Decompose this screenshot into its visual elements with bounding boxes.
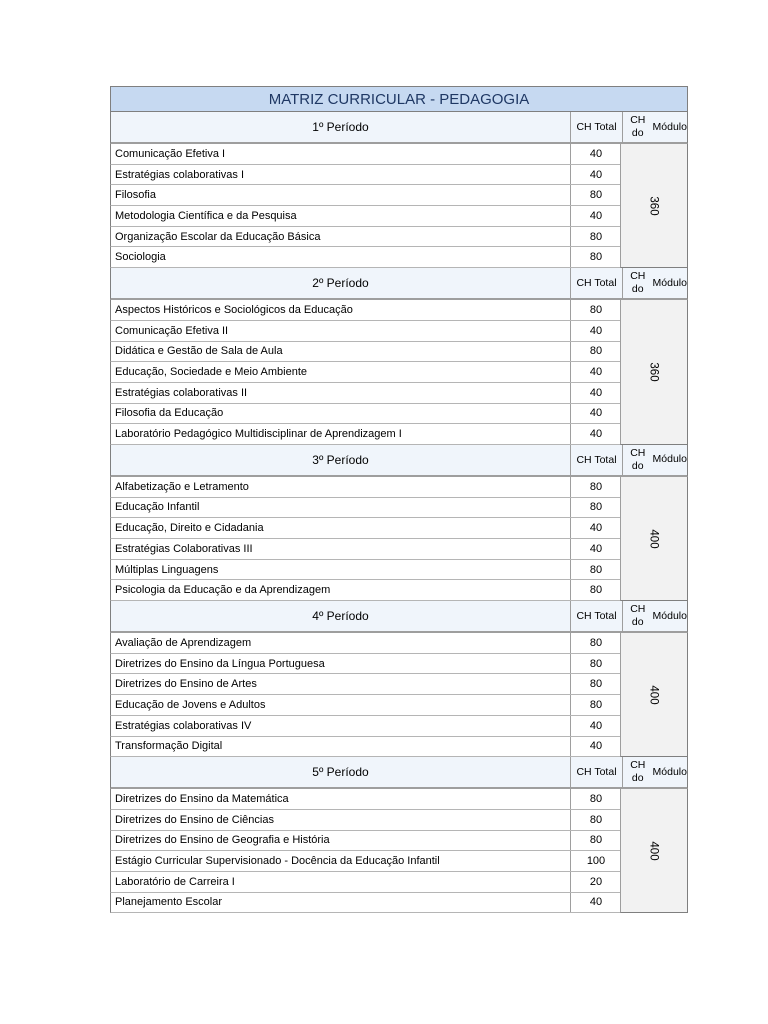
subject-name: Alfabetização e Letramento [115,480,249,493]
table-row [110,695,688,716]
subject-ch: 80 [570,580,621,600]
ch-module-header-line2: Módulo [652,453,687,466]
subject-name: Didática e Gestão de Sala de Aula [115,345,283,358]
ch-total-header: CH Total [570,112,622,142]
subject-name: Filosofia da Educação [115,407,224,420]
subject-ch: 20 [570,872,621,892]
subject-name: Estratégias colaborativas I [115,168,245,181]
period-header-row [110,112,688,144]
ch-module-header [622,445,687,475]
period-label: 4º Período [312,609,369,624]
table-row [110,851,688,872]
period-label: 3º Período [312,452,369,467]
subject-name: Laboratório Pedagógico Multidisciplinar de Aprendizagem I [115,428,402,441]
table-row [110,831,688,852]
subject-name: Diretrizes do Ensino da Matemática [115,793,289,806]
subject-name: Diretrizes do Ensino da Língua Portuguesa [115,657,325,670]
module-ch-cell [620,477,688,601]
table-row [110,185,688,206]
subject-name: Metodologia Científica e da Pesquisa [115,209,297,222]
period-block [110,757,688,913]
subject-name: Diretrizes do Ensino de Geografia e História [115,834,330,847]
table-row [110,893,688,914]
subject-ch: 80 [570,810,621,830]
subject-name: Laboratório de Carreira I [115,875,235,888]
subject-ch: 40 [570,321,621,341]
module-ch-cell [620,300,688,445]
table-row [110,539,688,560]
table-row [110,580,688,601]
subject-ch: 80 [570,477,621,497]
table-row [110,342,688,363]
subject-name: Filosofia [115,189,156,202]
table-row [110,716,688,737]
table-row [110,872,688,893]
subject-ch: 100 [570,851,621,871]
subject-ch: 40 [570,518,621,538]
period-rows [110,300,688,445]
subject-ch: 80 [570,674,621,694]
curriculum-table [110,86,688,913]
subject-ch: 80 [570,695,621,715]
subject-ch: 40 [570,424,621,444]
ch-module-header-line1: CH do [630,446,646,472]
table-row [110,383,688,404]
subject-ch: 80 [570,300,621,320]
subject-ch: 80 [570,654,621,674]
subject-ch: 80 [570,789,621,809]
table-title: MATRIZ CURRICULAR - PEDAGOGIA [110,86,688,112]
subject-name: Estratégias colaborativas IV [115,719,252,732]
table-row [110,165,688,186]
subject-ch: 80 [570,247,621,267]
period-block [110,268,688,445]
subject-ch: 80 [570,560,621,580]
subject-ch: 80 [570,342,621,362]
period-rows [110,633,688,757]
ch-total-header: CH Total [570,601,622,631]
subject-name: Psicologia da Educação e da Aprendizagem [115,584,331,597]
subject-ch: 40 [570,165,621,185]
subject-name: Comunicação Efetiva I [115,147,226,160]
subject-ch: 80 [570,227,621,247]
module-ch-value: 400 [648,528,660,549]
table-row [110,206,688,227]
ch-module-header-line1: CH do [630,603,646,629]
subject-name: Estratégias colaborativas II [115,386,248,399]
subject-name: Educação, Direito e Cidadania [115,522,264,535]
module-ch-value: 400 [648,841,660,861]
ch-module-header-line1: CH do [630,270,646,296]
table-row [110,247,688,268]
ch-module-header-line2: Módulo [652,120,687,133]
subject-ch: 80 [570,185,621,205]
module-ch-cell [620,633,688,757]
subject-ch: 40 [570,404,621,424]
table-row [110,654,688,675]
module-ch-cell [620,789,688,913]
subject-name: Transformação Digital [115,740,223,753]
period-header-row [110,268,688,300]
ch-module-header-line1: CH do [630,759,646,785]
table-row [110,498,688,519]
subject-name: Educação de Jovens e Adultos [115,698,266,711]
table-row [110,477,688,498]
ch-module-header-line2: Módulo [652,609,687,622]
subject-name: Avaliação de Aprendizagem [115,636,252,649]
table-row [110,404,688,425]
table-row [110,300,688,321]
period-rows [110,789,688,913]
subject-ch: 40 [570,716,621,736]
period-header-row [110,757,688,789]
subject-ch: 40 [570,362,621,382]
subject-ch: 80 [570,633,621,653]
table-row [110,144,688,165]
table-row [110,674,688,695]
table-row [110,633,688,654]
ch-module-header [622,601,687,631]
table-row [110,362,688,383]
period-rows [110,477,688,601]
subject-ch: 40 [570,206,621,226]
period-rows [110,144,688,268]
module-ch-value: 400 [648,685,660,705]
subject-ch: 80 [570,831,621,851]
subject-name: Comunicação Efetiva II [115,324,229,337]
period-header-row [110,445,688,477]
subject-name: Diretrizes do Ensino de Artes [115,678,257,691]
subject-name: Diretrizes do Ensino de Ciências [115,813,274,826]
period-label: 5º Período [312,765,369,780]
subject-name: Múltiplas Linguagens [115,563,219,576]
subject-ch: 40 [570,144,621,164]
period-header-row [110,601,688,633]
subject-ch: 40 [570,539,621,559]
subject-name: Estratégias Colaborativas III [115,542,253,555]
periods-container [110,112,688,913]
table-row [110,321,688,342]
period-label: 1º Período [312,120,369,134]
ch-module-header [622,757,687,787]
period-block [110,601,688,757]
table-row [110,810,688,831]
subject-name: Aspectos Históricos e Sociológicos da Educação [115,303,353,316]
table-row [110,737,688,758]
ch-module-header-line2: Módulo [652,765,687,778]
module-ch-cell [620,144,688,268]
subject-ch: 40 [570,383,621,403]
subject-ch: 40 [570,737,621,757]
ch-module-header-line2: Módulo [652,276,687,289]
module-ch-value: 360 [648,362,660,382]
table-row [110,227,688,248]
table-row [110,789,688,810]
period-label: 2º Período [312,276,369,291]
subject-ch: 80 [570,498,621,518]
ch-module-header [622,268,687,298]
subject-name: Educação, Sociedade e Meio Ambiente [115,366,308,379]
ch-total-header: CH Total [570,445,622,475]
subject-name: Estágio Curricular Supervisionado - Docência da Educação Infantil [115,855,440,868]
module-ch-value: 360 [648,195,660,216]
table-row [110,518,688,539]
ch-module-header [622,112,687,142]
ch-total-header: CH Total [570,268,622,298]
period-block [110,112,688,268]
subject-name: Sociologia [115,251,166,264]
table-row [110,424,688,445]
subject-name: Educação Infantil [115,501,200,514]
ch-module-header-line1: CH do [630,114,646,139]
ch-total-header: CH Total [570,757,622,787]
subject-ch: 40 [570,893,621,913]
period-block [110,445,688,601]
table-row [110,560,688,581]
subject-name: Planejamento Escolar [115,896,223,909]
subject-name: Organização Escolar da Educação Básica [115,230,321,243]
